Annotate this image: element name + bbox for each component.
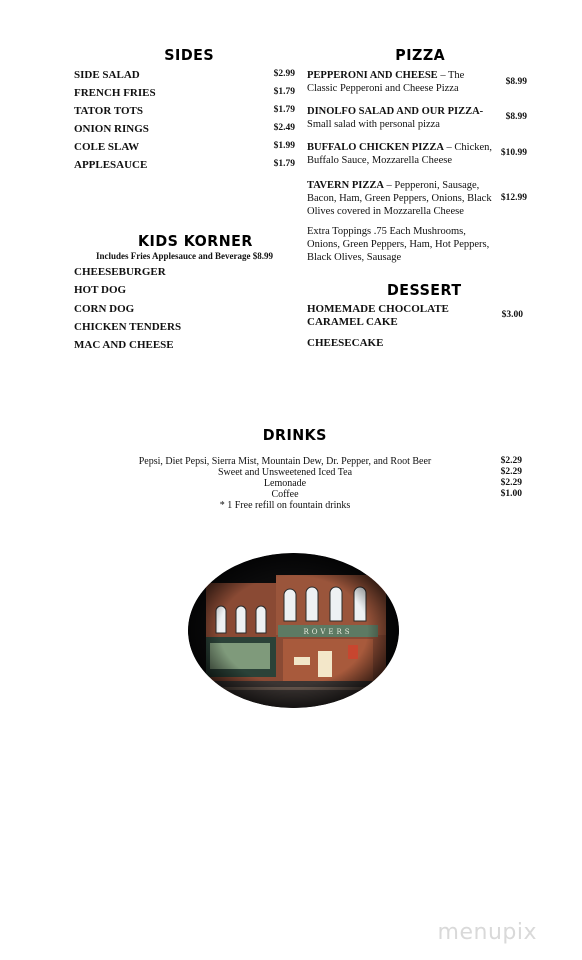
- pizza-item: [307, 141, 497, 167]
- kids-item: MAC AND CHEESE: [74, 339, 174, 351]
- pizza-item: [307, 69, 492, 95]
- side-item-price: $2.49: [273, 123, 295, 133]
- drink-item: Coffee: [271, 489, 299, 500]
- dessert-item-price: $3.00: [501, 310, 523, 320]
- dessert-heading: DESSERT: [386, 281, 462, 299]
- side-item-name: SIDE SALAD: [74, 69, 140, 81]
- pizza-item-name: TAVERN PIZZA: [307, 180, 384, 191]
- side-item-price: $2.99: [273, 69, 295, 79]
- restaurant-photo: [188, 553, 399, 708]
- side-item-name: ONION RINGS: [74, 123, 149, 135]
- side-item-name: TATOR TOTS: [74, 105, 143, 117]
- drink-item: Lemonade: [263, 478, 307, 489]
- pizza-item-price: $12.99: [500, 193, 527, 203]
- kids-item: CORN DOG: [74, 303, 135, 315]
- pizza-item-price: $10.99: [500, 148, 527, 158]
- kids-heading: KIDS KORNER: [138, 232, 253, 250]
- drinks-heading: DRINKS: [262, 426, 327, 444]
- pizza-heading: PIZZA: [395, 46, 446, 64]
- side-item-name: COLE SLAW: [74, 141, 140, 153]
- drink-price: $2.29: [500, 467, 522, 477]
- dessert-item: HOMEMADE CHOCOLATE CARAMEL CAKE: [307, 303, 449, 328]
- dessert-item: CHEESECAKE: [307, 337, 384, 349]
- pizza-item-desc: – Pepperoni, Sausage, Bacon, Ham, Green Peppers, Onions, Black Olives covered in Mozzarella Cheese: [307, 180, 492, 217]
- pizza-item: [307, 105, 492, 131]
- kids-item: CHICKEN TENDERS: [74, 321, 182, 333]
- pizza-item-name: BUFFALO CHICKEN PIZZA: [307, 142, 444, 153]
- kids-item: CHEESEBURGER: [74, 266, 166, 278]
- side-item-price: $1.79: [273, 87, 295, 97]
- kids-note: Includes Fries Applesauce and Beverage $8.99: [96, 251, 273, 261]
- pizza-item: [307, 179, 497, 218]
- side-item-price: $1.79: [273, 159, 295, 169]
- pizza-item-price: $8.99: [505, 77, 527, 87]
- pizza-item-desc: – Chicken, Buffalo Sauce, Mozzarella Cheese: [307, 142, 493, 166]
- pizza-toppings: Extra Toppings .75 Each Mushrooms, Onions, Green Peppers, Ham, Hot Peppers, Black Olives, Sausage: [307, 226, 490, 263]
- pizza-item-desc: Small salad with personal pizza: [307, 119, 440, 130]
- side-item-price: $1.79: [273, 105, 295, 115]
- side-item-name: APPLESAUCE: [74, 159, 148, 171]
- sides-heading: SIDES: [164, 46, 215, 64]
- drink-price: $1.00: [500, 489, 522, 499]
- watermark-logo: menupix: [437, 920, 537, 945]
- pizza-item-desc: – The Classic Pepperoni and Cheese Pizza: [307, 70, 465, 94]
- drink-item: Sweet and Unsweetened Iced Tea: [217, 467, 353, 478]
- drink-price: $2.29: [500, 478, 522, 488]
- drink-price: $2.29: [500, 456, 522, 466]
- drinks-note: * 1 Free refill on fountain drinks: [219, 500, 351, 511]
- pizza-item-price: $8.99: [505, 112, 527, 122]
- side-item-price: $1.99: [273, 141, 295, 151]
- drink-item: Pepsi, Diet Pepsi, Sierra Mist, Mountain Dew, Dr. Pepper, and Root Beer: [138, 456, 432, 467]
- side-item-name: FRENCH FRIES: [74, 87, 156, 99]
- pizza-item-name: DINOLFO SALAD AND OUR PIZZA-: [307, 106, 484, 117]
- pizza-item-name: PEPPERONI AND CHEESE: [307, 70, 438, 81]
- kids-item: HOT DOG: [74, 284, 127, 296]
